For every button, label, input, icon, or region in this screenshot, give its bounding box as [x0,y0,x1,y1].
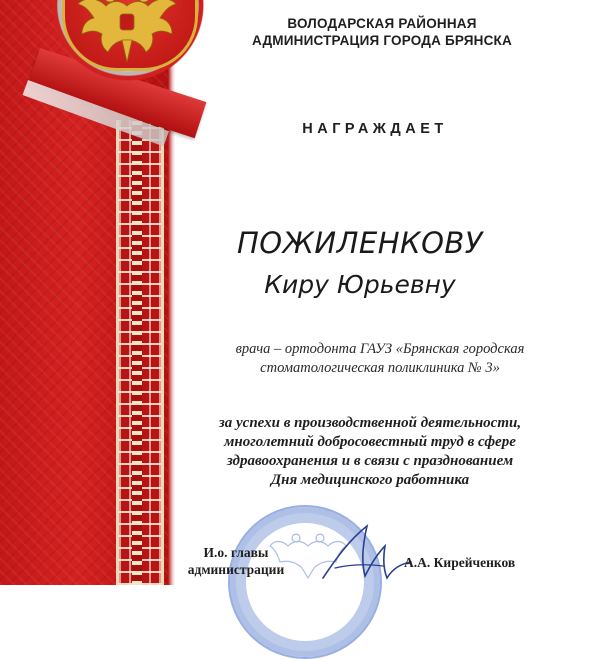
issuer-title [222,15,542,49]
issuer-line-1: ВОЛОДАРСКАЯ РАЙОННАЯ [287,16,477,31]
band-edge [168,0,175,585]
vertical-ornament-strip [116,120,164,585]
award-heading: НАГРАЖДАЕТ [302,121,448,137]
merit-line-1: за успехи в производственной деятельности, [218,415,522,431]
double-headed-eagle-icon [72,0,182,66]
issuer-line-2: АДМИНИСТРАЦИЯ ГОРОДА БРЯНСКА [252,33,512,48]
signatory-name: А.А. Кирейченков [404,555,516,570]
position-line-1: врача – ортодонта ГАУЗ «Брянская городская [235,341,525,357]
merit-line-3: здравоохранения и в связи с празднованием [226,453,514,469]
merit-line-4: Дня медицинского работника [270,472,470,488]
signatory-role [176,544,296,578]
handwritten-signature [305,520,415,585]
recipient-position [190,340,570,378]
recipient-given-name: Киру Юрьевну [264,270,456,299]
recipient-surname: ПОЖИЛЕНКОВУ [237,226,483,260]
role-line-2: администрации [187,562,285,577]
position-line-2: стоматологическая поликлиника № 3» [260,360,500,376]
merit-line-2: многолетний добросовестный труд в сфере [224,434,516,450]
role-line-1: И.о. главы [203,545,269,560]
ornament-strip-core [132,120,142,585]
merit-text [185,414,555,490]
